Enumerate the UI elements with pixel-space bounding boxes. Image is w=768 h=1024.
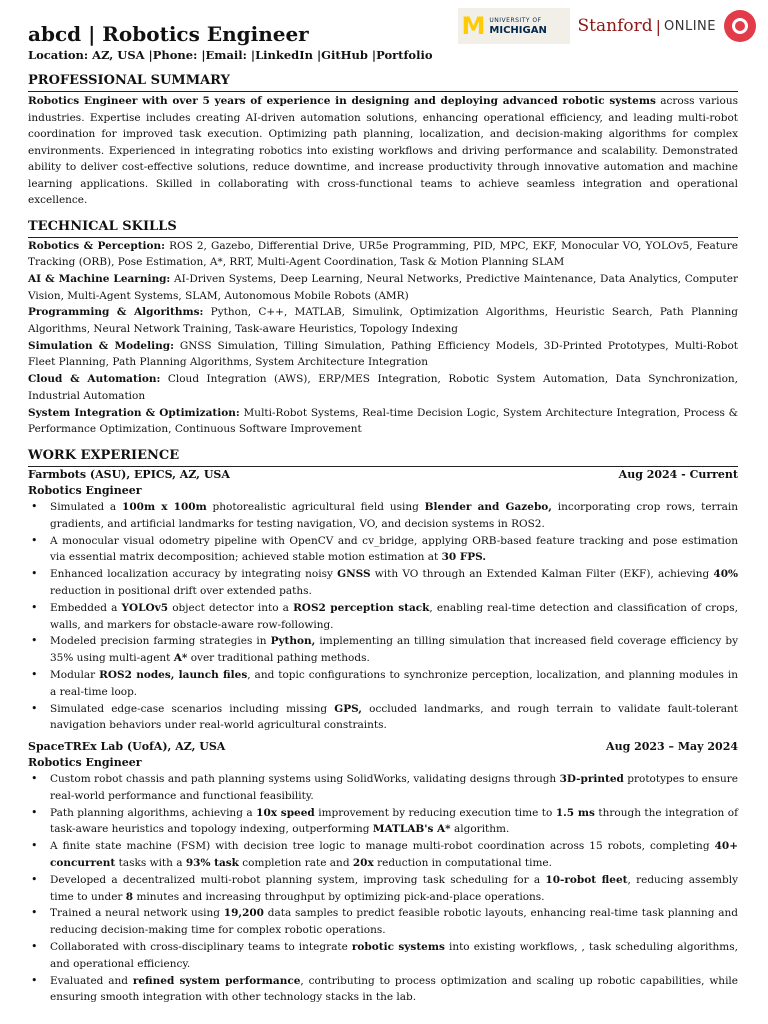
bullet-text: Simulated edge-case scenarios including missing <box>50 702 335 715</box>
skill-line <box>28 271 738 304</box>
job-organization: Farmbots (ASU), EPICS, AZ, USA <box>28 467 230 481</box>
bullet-text: A finite state machine (FSM) with decision tree logic to manage multi-robot coordination across 15 robots, completing <box>50 840 715 853</box>
bullet-text: completion rate and <box>238 857 353 870</box>
bullet-text: occluded landmarks, and rough terrain to validate fault-tolerant navigation behaviors under real-world agricultural constraints. <box>50 702 738 732</box>
bullet-bold-text: 3D-printed <box>559 773 624 786</box>
bullet-bold-text: Python, <box>270 635 316 648</box>
bullet-text: , reducing assembly time to under <box>50 873 739 903</box>
bullet-item <box>28 973 738 1007</box>
skill-label: Robotics & Perception: <box>28 239 166 252</box>
skill-line <box>28 238 738 271</box>
bullet-text: into existing workflows, , task scheduling algorithms, and operational efficiency. <box>50 941 738 970</box>
bullet-text: Collaborated with cross-disciplinary teams to integrate <box>50 941 352 954</box>
bullet-text: Simulated a <box>50 500 123 513</box>
job-header <box>28 739 738 755</box>
bullet-text: Modeled precision farming strategies in <box>50 635 271 648</box>
bullet-bold-text: ROS2 nodes, launch files <box>99 668 248 681</box>
stanford-text: Stanford <box>577 16 653 36</box>
bullet-bold-text: 10x speed <box>256 806 315 819</box>
bullet-bold-text: robotic systems <box>351 941 445 954</box>
skill-label: AI & Machine Learning: <box>28 272 171 285</box>
skill-text: Cloud Integration (AWS), ERP/MES Integration, Robotic System Automation, Data Synchronization, Industrial Automation <box>28 373 738 402</box>
bullet-bold-text: GPS, <box>334 702 362 715</box>
bullet-bold-text: YOLOv5 <box>121 601 169 614</box>
bullet-text: , enabling real-time detection and classification of crops, walls, and markers for obstacle-aware row-following. <box>50 601 738 631</box>
bullet-text: Enhanced localization accuracy by integrating noisy <box>50 568 338 581</box>
skills-list <box>28 238 738 438</box>
job-role: Robotics Engineer <box>28 483 142 497</box>
job-organization: SpaceTREx Lab (UofA), AZ, USA <box>28 740 226 754</box>
summary-lead: Robotics Engineer with over 5 years of experience in designing and deploying advanced robotic systems <box>28 95 656 107</box>
bullet-bold-text: GNSS <box>337 568 371 581</box>
um-big-text: MICHIGAN <box>489 25 547 36</box>
skill-label: System Integration & Optimization: <box>28 406 240 419</box>
skill-line <box>28 304 738 337</box>
bullet-text: Custom robot chassis and path planning systems using SolidWorks, validating designs through <box>50 773 560 786</box>
online-text: ONLINE <box>664 18 716 34</box>
bullet-bold-text: ROS2 perception stack <box>293 601 430 614</box>
bullet-bold-text: A* <box>173 652 188 665</box>
bullet-text: improvement by reducing execution time to <box>314 806 556 819</box>
bullet-text: Trained a neural network using <box>50 907 224 920</box>
contact-line: Location: AZ, USA |Phone: |Email: |LinkedIn |GitHub |Portfolio <box>28 48 433 62</box>
bullet-bold-text: 10-robot fleet <box>545 873 628 886</box>
skill-line <box>28 338 738 371</box>
skills-heading: TECHNICAL SKILLS <box>28 219 738 238</box>
bullet-bold-text: 19,200 <box>223 907 264 920</box>
bullet-text: algorithm. <box>450 823 510 836</box>
skill-label: Programming & Algorithms: <box>28 306 204 319</box>
bullet-item <box>28 939 738 973</box>
bullet-bold-text: 1.5 ms <box>555 806 595 819</box>
bullet-text: Modular <box>50 668 100 681</box>
bullet-text: prototypes to ensure real-world performance and functional feasibility. <box>50 773 738 802</box>
job-bullets <box>28 499 738 734</box>
bullet-bold-text: 40% <box>713 568 738 581</box>
skill-label: Cloud & Automation: <box>28 373 161 386</box>
bullet-bold-text: 8 <box>125 890 134 903</box>
job-dates: Aug 2024 - Current <box>618 467 738 481</box>
summary-text <box>28 93 738 209</box>
summary-rest: across various industries. Expertise includes creating AI-driven automation solutions, enhancing operational efficiency, and leading multi-robot coordination for improved task execution. Optimizing path planning, localization, and decision-making algorithms for complex environments. Experienced in integrating robotics into existing workflows and driving performance and scalability. Demonstrated ability to deliver cost-effective solutions, reduce downtime, and increase productivity through innovative automation and machine learning applications. Skilled in collaborating with cross-functional teams to achieve seamless integration and operational excellence. <box>28 95 738 206</box>
bullet-bold-text: 93% task <box>185 857 239 870</box>
bullet-text: tasks with a <box>115 857 186 870</box>
bullet-text: reduction in computational time. <box>373 857 552 870</box>
summary-heading: PROFESSIONAL SUMMARY <box>28 73 738 92</box>
bullet-text: through the integration of task-aware heuristics and topology indexing, outperforming <box>50 806 738 836</box>
bullet-text: incorporating crop rows, terrain gradients, and artificial landmarks for testing navigation, VO, and decision systems in ROS2. <box>50 500 738 530</box>
job-bullets <box>28 771 738 1006</box>
block-m-logo: M <box>461 12 486 40</box>
skill-label: Simulation & Modeling: <box>28 339 174 352</box>
bullet-text: A monocular visual odometry pipeline with OpenCV and cv_bridge, applying ORB-based feature tracking and pose estimation via essential matrix decomposition; achieved stable motion estimation at <box>50 534 738 564</box>
bullet-item <box>28 905 738 939</box>
bullet-item <box>28 600 738 634</box>
bullet-text: reduction in positional drift over extended paths. <box>50 584 312 597</box>
bullet-bold-text: 30 FPS. <box>441 551 487 564</box>
stanford-separator: | <box>655 16 662 36</box>
bullet-text: , and topic configurations to synchronize perception, localization, and planning modules in a real-time loop. <box>50 668 738 698</box>
bullet-text: implementing an tilling simulation that increased field coverage efficiency by 35% using multi-agent <box>50 635 738 665</box>
bullet-bold-text: 20x <box>352 857 374 870</box>
bullet-bold-text: 40+ concurrent <box>50 840 738 870</box>
bullet-text: over traditional pathing methods. <box>187 652 370 665</box>
bullet-text: object detector into a <box>168 601 294 614</box>
skill-text: AI-Driven Systems, Deep Learning, Neural Networks, Predictive Maintenance, Data Analytics, Computer Vision, Multi-Agent Systems, SLAM, Autonomous Mobile Robots (AMR) <box>28 272 738 302</box>
skill-text: ROS 2, Gazebo, Differential Drive, UR5e Programming, PID, MPC, EKF, Monocular VO, YOLOv5, Feature Tracking (ORB), Pose Estimation, A*, RRT, Multi-Agent Coordination, Task & Motion Planning SLAM <box>28 239 738 269</box>
bullet-item <box>28 771 738 805</box>
skill-line <box>28 405 738 438</box>
bullet-item <box>28 838 738 872</box>
job-header <box>28 467 738 483</box>
resume-name: abcd | Robotics Engineer <box>28 22 309 46</box>
bullet-text: Embedded a <box>50 601 122 614</box>
bullet-text: Developed a decentralized multi-robot planning system, improving task scheduling for a <box>50 873 546 886</box>
experience-heading: WORK EXPERIENCE <box>28 448 738 467</box>
bullet-text: , contributing to process optimization and scaling up robotic capabilities, while ensuring smooth integration with other technology stacks in the lab. <box>50 974 738 1004</box>
job-dates: Aug 2023 – May 2024 <box>606 740 738 754</box>
bullet-bold-text: 100m x 100m <box>122 500 207 513</box>
bullet-text: Path planning algorithms, achieving a <box>50 806 257 819</box>
bullet-item <box>28 566 738 600</box>
bullet-text: Evaluated and <box>50 974 133 987</box>
bullet-text: minutes and increasing throughput by optimizing pick-and-place operations. <box>133 890 545 903</box>
bullet-bold-text: refined system performance <box>132 974 301 987</box>
bullet-item <box>28 533 738 567</box>
resume-page <box>28 22 738 1006</box>
skill-text: GNSS Simulation, Tilling Simulation, Pathing Efficiency Models, 3D-Printed Prototypes, Multi-Robot Fleet Planning, Path Planning Algorithms, System Architecture Integration <box>28 339 738 369</box>
bullet-text: photorealistic agricultural field using <box>206 500 425 513</box>
bullet-bold-text: Blender and Gazebo, <box>424 500 552 513</box>
experience-list <box>28 467 738 1006</box>
bullet-item <box>28 499 738 533</box>
bullet-text: data samples to predict feasible robotic layouts, enhancing real-time task planning and reducing decision-making time for complex robotic operations. <box>50 907 738 937</box>
bullet-item <box>28 872 738 906</box>
bullet-item <box>28 633 738 667</box>
bullet-text: with VO through an Extended Kalman Filter (EKF), achieving <box>370 568 714 581</box>
skill-text: Multi-Robot Systems, Real-time Decision Logic, System Architecture Integration, Process & Performance Optimization, Continuous Software Improvement <box>28 406 738 436</box>
bullet-item <box>28 805 738 839</box>
bullet-bold-text: MATLAB's A* <box>372 823 451 836</box>
job-role: Robotics Engineer <box>28 756 142 770</box>
skill-line <box>28 371 738 404</box>
skill-text: Python, C++, MATLAB, Simulink, Optimization Algorithms, Heuristic Search, Path Planning Algorithms, Neural Network Training, Task-aware Heuristics, Topology Indexing <box>28 306 738 336</box>
bullet-item <box>28 701 738 735</box>
um-small-text: UNIVERSITY OF <box>489 17 542 24</box>
bullet-item <box>28 667 738 701</box>
